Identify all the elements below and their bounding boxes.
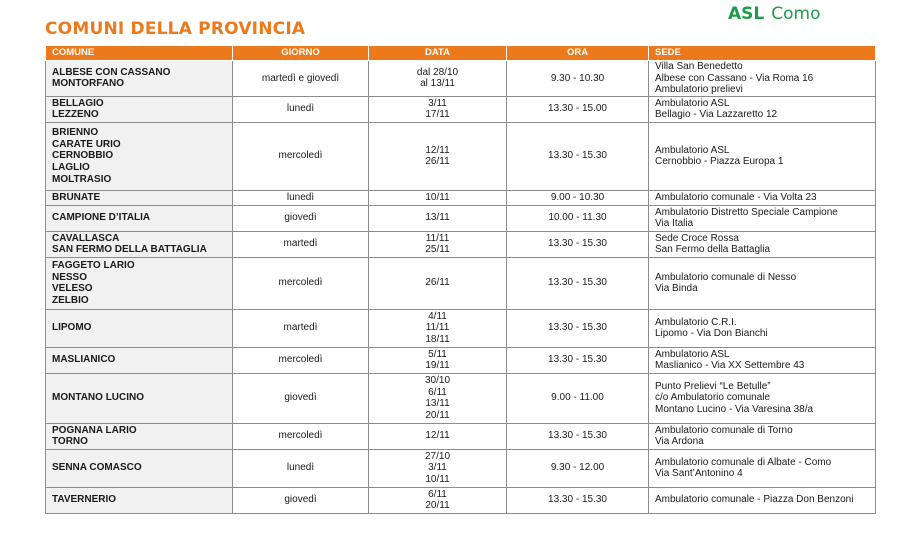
data-line: 27/10 (424, 450, 451, 462)
giorno-cell: martedì (233, 309, 369, 347)
giorno-cell: martedì (233, 231, 369, 257)
sede-cell (649, 190, 876, 205)
data-cell (369, 122, 507, 190)
comune-line: BELLAGIO (52, 97, 104, 109)
comune-line: FAGGETO LARIO (52, 260, 135, 272)
table-row (46, 257, 876, 309)
sede-line: Albese con Cassano - Via Roma 16 (655, 72, 814, 84)
sede-line: Ambulatorio prelievi (655, 84, 743, 96)
data-cell (369, 257, 507, 309)
logo-sub-text: Como (771, 4, 821, 24)
comune-line: CARATE URIO (52, 138, 121, 150)
table-row (46, 61, 876, 97)
data-line: al 13/11 (420, 78, 455, 90)
data-cell (369, 449, 507, 487)
comune-cell (46, 190, 233, 205)
sede-cell (649, 449, 876, 487)
data-line: 4/11 (428, 310, 447, 322)
comune-line: LEZZENO (52, 109, 99, 121)
sede-line: Sede Croce Rossa (655, 232, 739, 244)
data-cell (369, 231, 507, 257)
sede-line: Ambulatorio C.R.I. (655, 316, 737, 328)
data-line: 25/11 (425, 244, 450, 256)
comune-line: TORNO (52, 436, 88, 448)
column-header-ora: ORA (507, 46, 649, 61)
data-cell (369, 205, 507, 231)
ora-cell: 10.00 - 11.30 (507, 205, 649, 231)
comune-line: BRIENNO (52, 127, 99, 139)
asl-como-logo (728, 4, 820, 24)
page-title: COMUNI DELLA PROVINCIA (45, 19, 306, 39)
comune-line: CAVALLASCA (52, 232, 120, 244)
comune-line: MONTANO LUCINO (52, 392, 145, 404)
comune-line: MOLTRASIO (52, 173, 112, 185)
data-line: 13/11 (425, 212, 450, 224)
table-row (46, 309, 876, 347)
column-header-data: DATA (369, 46, 507, 61)
data-cell (369, 190, 507, 205)
data-line: 19/11 (425, 360, 450, 372)
comune-line: NESSO (52, 271, 88, 283)
schedule-table (45, 45, 876, 514)
sede-line: Via Italia (655, 218, 694, 230)
sede-line: Montano Lucino - Via Varesina 38/a (655, 404, 814, 416)
comune-line: CERNOBBIO (52, 150, 114, 162)
sede-cell (649, 96, 876, 122)
data-line: 3/11 (428, 97, 447, 109)
data-line: 11/11 (425, 232, 450, 244)
sede-line: Via Binda (655, 283, 698, 295)
comune-line: MONTORFANO (52, 78, 125, 90)
sede-line: Ambulatorio Distretto Speciale Campione (655, 206, 838, 218)
sede-line: Cernobbio - Piazza Europa 1 (655, 156, 784, 168)
data-line: 5/11 (428, 348, 447, 360)
sede-line: Via Sant’Antonino 4 (655, 468, 743, 480)
data-cell (369, 96, 507, 122)
giorno-cell: giovedì (233, 373, 369, 423)
table-row (46, 449, 876, 487)
data-line: 6/11 (428, 386, 447, 398)
column-header-sede: SEDE (649, 46, 876, 61)
comune-line: LIPOMO (52, 322, 92, 334)
data-line: 17/11 (425, 109, 450, 121)
table-row (46, 190, 876, 205)
data-line: 13/11 (425, 398, 450, 410)
ora-cell: 13.30 - 15.30 (507, 423, 649, 449)
comune-cell (46, 231, 233, 257)
table-body (46, 61, 876, 514)
comune-line: VELESO (52, 283, 93, 295)
sede-cell (649, 487, 876, 513)
comune-line: TAVERNERIO (52, 494, 117, 506)
sede-line: Ambulatorio comunale di Torno (655, 424, 793, 436)
sede-line: Ambulatorio ASL (655, 144, 730, 156)
data-cell (369, 61, 507, 97)
sede-line: Ambulatorio comunale di Nesso (655, 271, 797, 283)
data-cell (369, 423, 507, 449)
comune-cell (46, 205, 233, 231)
table-row (46, 487, 876, 513)
giorno-cell: mercoledì (233, 257, 369, 309)
comune-line: CAMPIONE D’ITALIA (52, 212, 151, 224)
sede-cell (649, 309, 876, 347)
giorno-cell: lunedì (233, 96, 369, 122)
sede-cell (649, 347, 876, 373)
comune-line: ALBESE CON CASSANO (52, 66, 171, 78)
ora-cell: 9.30 - 10.30 (507, 61, 649, 97)
data-line: 30/10 (424, 375, 451, 387)
data-line: 26/11 (425, 277, 450, 289)
ora-cell: 13.30 - 15.30 (507, 122, 649, 190)
data-line: 10/11 (425, 474, 450, 486)
comune-line: LAGLIO (52, 162, 90, 174)
logo-main-text: ASL (728, 4, 765, 24)
comune-cell (46, 61, 233, 97)
comune-cell (46, 257, 233, 309)
sede-cell (649, 257, 876, 309)
sede-line: Ambulatorio ASL (655, 348, 730, 360)
giorno-cell: giovedì (233, 487, 369, 513)
table-row (46, 347, 876, 373)
sede-cell (649, 231, 876, 257)
table-row (46, 423, 876, 449)
table-row (46, 231, 876, 257)
sede-cell (649, 61, 876, 97)
comune-line: MASLIANICO (52, 354, 116, 366)
data-cell (369, 373, 507, 423)
comune-cell (46, 122, 233, 190)
data-cell (369, 347, 507, 373)
data-line: 18/11 (425, 334, 450, 346)
ora-cell: 13.30 - 15.30 (507, 347, 649, 373)
comune-cell (46, 487, 233, 513)
column-header-comune: COMUNE (46, 46, 233, 61)
comune-line: POGNANA LARIO (52, 424, 137, 436)
table-row (46, 122, 876, 190)
data-line: 20/11 (425, 409, 450, 421)
comune-cell (46, 373, 233, 423)
table-header-row (46, 46, 876, 61)
ora-cell: 9.00 - 11.00 (507, 373, 649, 423)
sede-line: Via Ardona (655, 436, 704, 448)
comune-cell (46, 96, 233, 122)
comune-cell (46, 423, 233, 449)
data-line: 6/11 (428, 488, 447, 500)
table-row (46, 373, 876, 423)
sede-line: Ambulatorio comunale - Piazza Don Benzoni (655, 494, 854, 506)
sede-line: c/o Ambulatorio comunale (655, 392, 771, 404)
sede-line: Ambulatorio ASL (655, 97, 730, 109)
giorno-cell: martedì e giovedì (233, 61, 369, 97)
sede-cell (649, 423, 876, 449)
sede-line: San Fermo della Battaglia (655, 244, 771, 256)
data-line: 10/11 (425, 191, 450, 203)
data-line: 20/11 (425, 500, 450, 512)
giorno-cell: giovedì (233, 205, 369, 231)
ora-cell: 13.30 - 15.30 (507, 257, 649, 309)
ora-cell: 9.30 - 12.00 (507, 449, 649, 487)
sede-cell (649, 373, 876, 423)
data-line: 12/11 (425, 430, 450, 442)
data-line: dal 28/10 (416, 66, 459, 78)
table-row (46, 96, 876, 122)
giorno-cell: lunedì (233, 190, 369, 205)
sede-line: Maslianico - Via XX Settembre 43 (655, 360, 805, 372)
data-line: 3/11 (428, 462, 447, 474)
sede-line: Lipomo - Via Don Bianchi (655, 328, 768, 340)
ora-cell: 13.30 - 15.30 (507, 309, 649, 347)
sede-line: Ambulatorio comunale - Via Volta 23 (655, 191, 817, 203)
sede-cell (649, 205, 876, 231)
comune-line: SAN FERMO DELLA BATTAGLIA (52, 244, 207, 256)
sede-line: Punto Prelievi “Le Betulle” (655, 380, 771, 392)
table-row (46, 205, 876, 231)
sede-line: Bellagio - Via Lazzaretto 12 (655, 109, 778, 121)
comune-line: SENNA COMASCO (52, 462, 142, 474)
data-line: 11/11 (425, 322, 450, 334)
giorno-cell: mercoledì (233, 423, 369, 449)
sede-line: Villa San Benedetto (655, 61, 743, 72)
ora-cell: 13.30 - 15.00 (507, 96, 649, 122)
column-header-giorno: GIORNO (233, 46, 369, 61)
ora-cell: 13.30 - 15.30 (507, 231, 649, 257)
ora-cell: 9.00 - 10.30 (507, 190, 649, 205)
sede-cell (649, 122, 876, 190)
comune-line: BRUNATE (52, 191, 101, 203)
comune-line: ZELBIO (52, 294, 89, 306)
data-line: 26/11 (425, 156, 450, 168)
data-cell (369, 309, 507, 347)
giorno-cell: lunedì (233, 449, 369, 487)
sede-line: Ambulatorio comunale di Albate - Como (655, 456, 832, 468)
giorno-cell: mercoledì (233, 347, 369, 373)
ora-cell: 13.30 - 15.30 (507, 487, 649, 513)
data-cell (369, 487, 507, 513)
giorno-cell: mercoledì (233, 122, 369, 190)
data-line: 12/11 (425, 144, 450, 156)
comune-cell (46, 309, 233, 347)
comune-cell (46, 347, 233, 373)
comune-cell (46, 449, 233, 487)
